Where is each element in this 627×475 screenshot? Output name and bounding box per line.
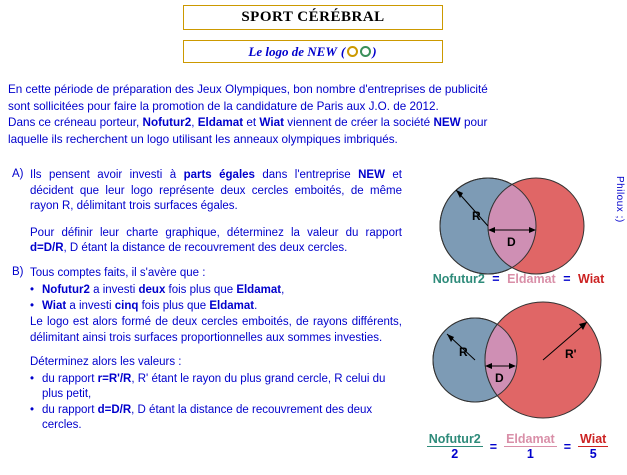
intro-line-1: En cette période de préparation des Jeux Olympiques, bon nombre d'entreprises de publicité [8,83,488,96]
eq1-equals-1: = [492,272,500,286]
intro-line-3a: Dans ce créneau porteur, [8,116,143,129]
question-b-label: B) [12,265,24,278]
eq2-nofutur2: Nofutur2 [428,432,481,446]
eq2-eldamat: Eldamat [506,432,555,446]
eq2-fraction-nofutur2 [427,432,483,462]
qa-new: NEW [358,169,385,181]
question-a-part2 [30,226,402,257]
qa-ratio-d: d=D/R [30,242,64,254]
eq1-eldamat: Eldamat [507,272,556,286]
svg-text:R: R [472,209,481,223]
page-subtitle-text: Le logo de NEW [248,43,337,59]
intro-line-4: laquelle ils recherchent un logo utilisant les anneaux olympiques imbriqués. [8,132,398,146]
page-title-text: SPORT CÉRÉBRAL [241,9,385,25]
eq2-fraction-eldamat [504,432,557,462]
qb-ratio-r: r=R'/R [97,372,132,385]
qb-p3: Déterminez alors les valeurs : [30,356,182,368]
qa-parts-egales: parts égales [183,169,255,181]
qb-b2-wiat: Wiat [42,299,67,312]
qa-p1-c: dans l'entreprise [254,169,359,181]
question-b-body [30,266,402,282]
qb-b2-b: a investi [66,299,115,312]
list-item [42,403,408,434]
question-a-label: A) [12,168,24,180]
qb-b2-f: . [254,299,258,312]
eq2-wiat-denominator: 5 [589,447,597,462]
eq2-equals-2: = [563,439,572,454]
question-b-part3 [30,355,402,371]
qb-b1-f: , [281,284,285,296]
svg-text:D: D [495,371,504,385]
intro-line-2: sont sollicitées pour faire la promotion de la candidature de Paris aux J.O. de 2012. [8,99,439,113]
qa-p1-a: Ils pensent avoir investi à [30,169,184,181]
qa-p2-a: Pour définir leur charte graphique, déterminez la valeur du rapport [30,226,402,239]
equation-equal-parts [416,272,621,286]
svg-text:R': R' [565,347,577,361]
question-b-bullets-2 [8,372,408,434]
qb-b2-eldamat: Eldamat [209,299,255,312]
question-b-part2 [30,315,402,346]
question-a [8,168,408,215]
watermark: Philoux ;) [614,176,625,223]
company-new: NEW [433,116,461,129]
question-b [8,266,408,282]
eq1-equals-2: = [563,272,571,286]
question-b-bullets [8,283,408,314]
qb-b3-c: , R' étant le rayon du plus grand cercle, R celui du plus petit, [42,372,386,400]
svg-text:R: R [459,345,468,359]
eq2-wiat: Wiat [580,432,607,446]
eq1-wiat: Wiat [578,272,605,286]
intro-paragraph [8,82,616,148]
qb-b2-cinq: cinq [114,299,139,312]
page-subtitle [183,40,443,63]
qb-b1-d: fois plus que [165,284,237,296]
list-item [42,283,408,299]
intro-sep-1: , [191,116,198,129]
qa-p1-e: et décident que leur logo représente deux cercles emboités, de même rayon R, délimitant trois surfaces égales. [30,169,402,212]
qb-ratio-d: d=D/R [97,403,132,416]
olympic-rings-icon: ( ) [340,43,378,59]
eq2-eldamat-denominator: 1 [526,447,534,462]
qb-b1-deux: deux [138,284,166,296]
list-item [42,372,408,403]
intro-line-3i: pour [460,116,488,129]
page-title [183,5,443,30]
qb-b1-nofutur2: Nofutur2 [42,284,90,296]
qb-b4-c: , D étant la distance de recouvrement des deux cercles. [42,403,373,431]
questions-column [8,168,408,435]
unequal-circles-svg [415,300,620,425]
eq2-equals-1: = [489,439,498,454]
company-wiat: Wiat [259,116,284,129]
intro-line-3g: viennent de créer la société [284,116,434,129]
eq1-nofutur2: Nofutur2 [432,272,485,286]
question-a-body [30,168,402,215]
list-item [42,299,408,315]
qb-p2: Le logo est alors formé de deux cercles emboités, de rayons différents, délimitant ainsi trois surfaces proportionnelles aux sommes investies. [30,316,402,344]
eq2-fraction-wiat [578,432,608,462]
qb-b4-a: du rapport [42,403,98,416]
unequal-circles-diagram [415,300,620,425]
company-eldamat: Eldamat [197,116,244,129]
qa-p2-c: , D étant la distance de recouvrement des deux cercles. [63,242,348,254]
qb-p1: Tous comptes faits, il s'avère que : [30,266,206,279]
eq2-nofutur2-denominator: 2 [451,447,459,462]
equation-proportional-parts [410,432,625,462]
intro-sep-2: et [243,116,260,129]
qb-b1-b: a investi [89,284,139,296]
qb-b1-eldamat: Eldamat [236,284,282,296]
svg-text:D: D [507,235,516,249]
qb-b3-a: du rapport [42,372,98,385]
company-nofutur2: Nofutur2 [142,116,192,129]
qb-b2-d: fois plus que [138,299,210,312]
